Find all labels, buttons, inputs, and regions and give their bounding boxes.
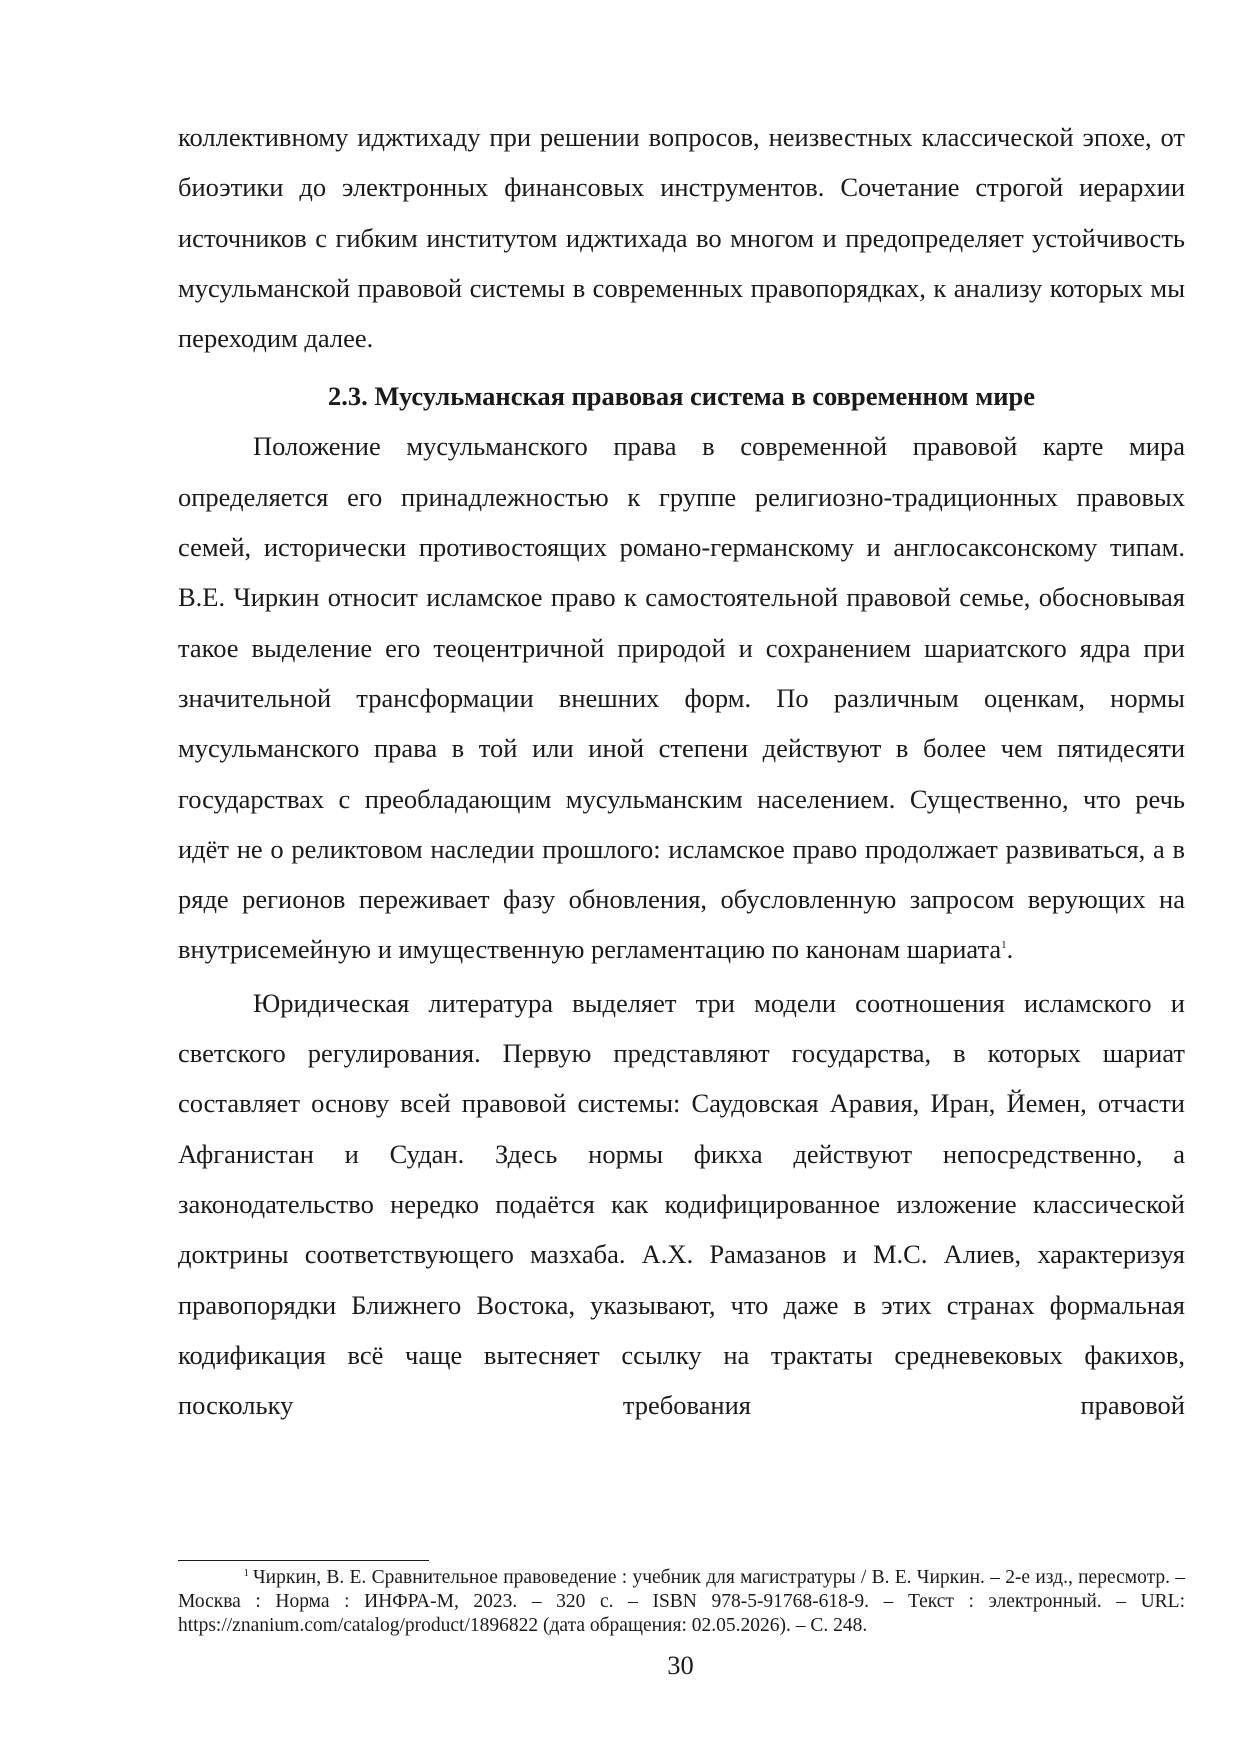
document-body [178, 112, 1185, 1430]
paragraph-1-end: . [1006, 934, 1014, 965]
paragraph-1 [178, 421, 1185, 974]
footnote-separator [178, 1560, 429, 1561]
footnote-text: Чиркин, В. Е. Сравнительное правоведение : учебник для магистратуры / В. Е. Чиркин. – 2-е изд., пересмотр. – Москва : Норма : ИНФРА-М, 2023. – 320 с. – ISBN 978-5-91768-618-9. – Текст : электронный. – URL: https://znanium.com/catalog/product/1896822 (дата обращения: 02.05.2026). – С. 248. [178, 1567, 1185, 1636]
footnote: 1 Чиркин, В. Е. Сравнительное правоведение : учебник для магистратуры / В. Е. Чиркин. – 2-е изд., пересмотр. – Москва : Норма : ИНФРА-М, 2023. – 320 с. – ISBN 978-5-91768-618-9. – Текст : электронный. – URL: https://znanium.com/catalog/product/1896822 (дата обращения: 02.05.2026). – С. 248. [178, 1566, 1185, 1636]
paragraph-continued: коллективному иджтихаду при решении вопросов, неизвестных классической эпохе, от биоэтики до электронных финансовых инструментов. Сочетание строгой иерархии источников с гибким институтом иджтихада во многом и предопределяет устойчивость мусульманской правовой системы в современных правопорядках, к анализу которых мы переходим далее. [178, 122, 1185, 354]
paragraph-2: Юридическая литература выделяет три модели соотношения исламского и светского регулирования. Первую представляют государства, в которых шариат составляет основу всей правовой системы: Саудовская Аравия, Иран, Йемен, отчасти Афганистан и Судан. Здесь нормы фикха действуют непосредственно, а законодательство нередко подаётся как кодифицированное изложение классической доктрины соответствующего мазхаба. А.Х. Рамазанов и М.С. Алиев, характеризуя правопорядки Ближнего Востока, указывают, что даже в этих странах формальная кодификация всё чаще вытесняет ссылку на трактаты средневековых факихов, поскольку требования правовой [178, 987, 1185, 1421]
section-heading: 2.3. Мусульманская правовая система в современном мире [327, 381, 1036, 412]
footnote-reference[interactable]: 1 [1001, 939, 1007, 952]
paragraph-1-text: Положение мусульманского права в современной правовой карте мира определяется его принадлежностью к группе религиозно-традиционных правовых семей, исторически противостоящих романо-германскому и англосаксонскому типам. В.Е. Чиркин относит исламское право к самостоятельной правовой семье, обосновывая такое выделение его теоцентричной природой и сохранением шариатского ядра при значительной трансформации внешних форм. По различным оценкам, нормы мусульманского права в той или иной степени действуют в более чем пятидесяти государствах с преобладающим мусульманским населением. Существенно, что речь идёт не о реликтовом наследии прошлого: исламское право продолжает развиваться, а в ряде регионов переживает фазу обновления, обусловленную запросом верующих на внутрисемейную и имущественную регламентацию по канонам шариата [178, 431, 1185, 965]
page-number: 30 [667, 1650, 694, 1680]
